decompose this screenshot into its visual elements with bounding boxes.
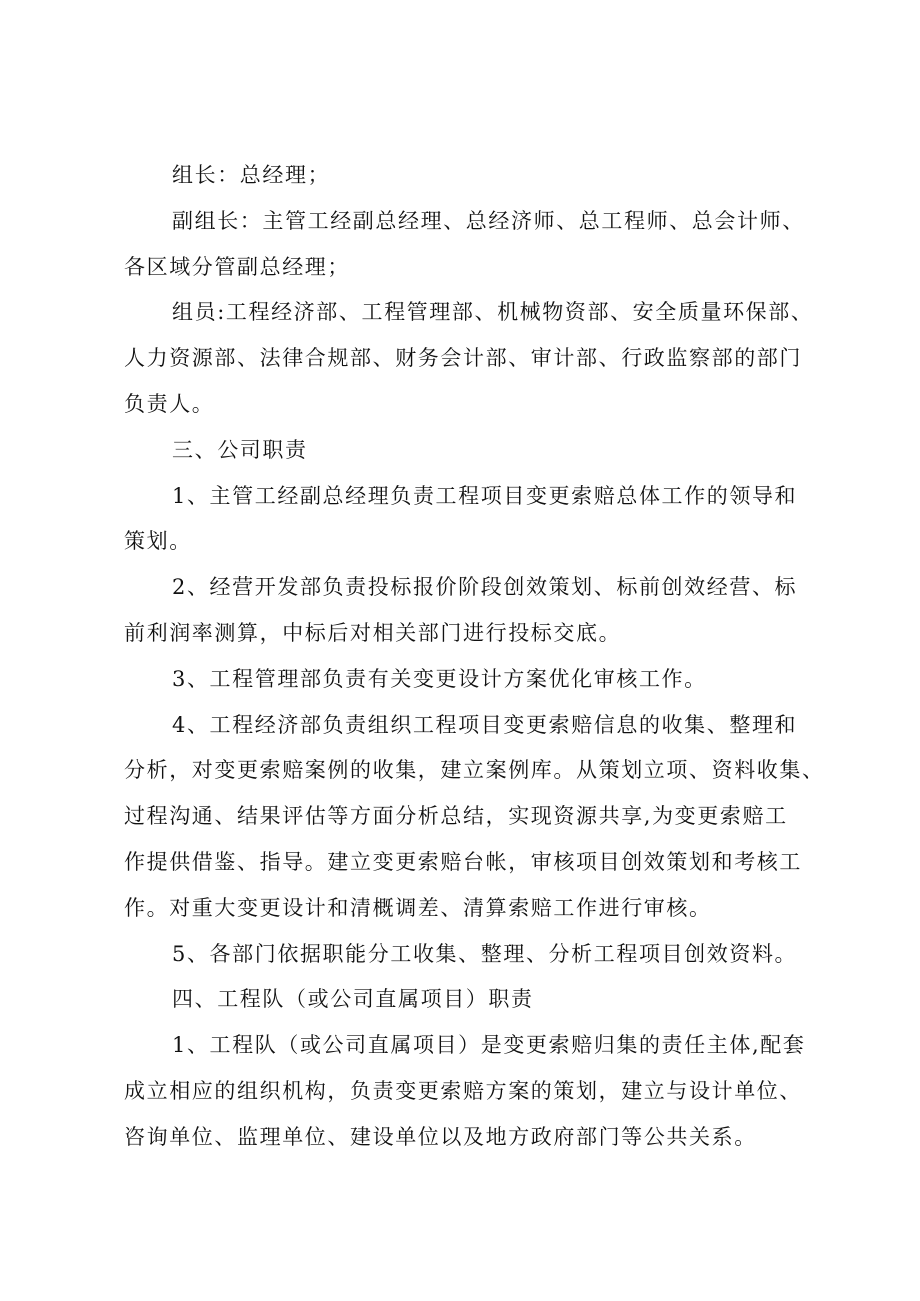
text-line: 4、工程经济部负责组织工程项目变更索赔信息的收集、整理和 [172, 712, 798, 737]
paragraph-duty-3 [124, 657, 814, 703]
text-line: 各区域分管副总经理； [124, 254, 350, 279]
paragraph-team-duty-1 [124, 1023, 814, 1160]
text-line: 负责人。 [124, 391, 215, 416]
text-line: 3、工程管理部负责有关变更设计方案优化审核工作。 [172, 666, 707, 691]
text-line: 5、各部门依据职能分工收集、整理、分析工程项目创效资料。 [172, 941, 798, 966]
text-line: 策划。 [124, 529, 192, 554]
text-line: 2、经营开发部负责投标报价阶段创效策划、标前创效经营、标 [172, 575, 798, 600]
document-body [124, 153, 825, 1161]
text-line: 1、工程队（或公司直属项目）是变更索赔归集的责任主体,配套 [172, 1033, 806, 1058]
paragraph-duty-2 [124, 565, 814, 657]
paragraph-deputy-leaders [124, 199, 814, 291]
paragraph-team-leader [124, 153, 814, 199]
paragraph-members [124, 290, 814, 427]
section-heading-company-duties [124, 428, 814, 474]
paragraph-duty-5 [124, 932, 814, 978]
text-line: 作。对重大变更设计和清概调差、清算索赔工作进行审核。 [124, 895, 712, 920]
text-line: 前利润率测算，中标后对相关部门进行投标交底。 [124, 620, 622, 645]
text-line: 咨询单位、监理单位、建设单位以及地方政府部门等公共关系。 [124, 1124, 757, 1149]
section-heading-team-duties [124, 977, 814, 1023]
text-line: 过程沟通、结果评估等方面分析总结，实现资源共享,为变更索赔工 [124, 804, 788, 829]
text-line: 三、公司职责 [172, 437, 308, 462]
text-line: 组长：总经理； [172, 163, 331, 187]
text-line: 四、工程队（或公司直属项目）职责 [172, 987, 534, 1012]
text-line: 1、主管工经副总经理负责工程项目变更索赔总体工作的领导和 [172, 483, 798, 508]
text-line: 分析，对变更索赔案例的收集，建立案例库。从策划立项、资料收集、 [124, 758, 825, 783]
paragraph-duty-1 [124, 474, 814, 566]
paragraph-duty-4 [124, 703, 825, 932]
text-line: 作提供借鉴、指导。建立变更索赔台帐，审核项目创效策划和考核工 [124, 849, 802, 874]
text-line: 组员:工程经济部、工程管理部、机械物资部、安全质量环保部、 [172, 300, 814, 325]
text-line: 副组长：主管工经副总经理、总经济师、总工程师、总会计师、 [172, 208, 805, 233]
text-line: 成立相应的组织机构，负责变更索赔方案的策划，建立与设计单位、 [124, 1078, 802, 1103]
text-line: 人力资源部、法律合规部、财务会计部、审计部、行政监察部的部门 [124, 346, 802, 371]
